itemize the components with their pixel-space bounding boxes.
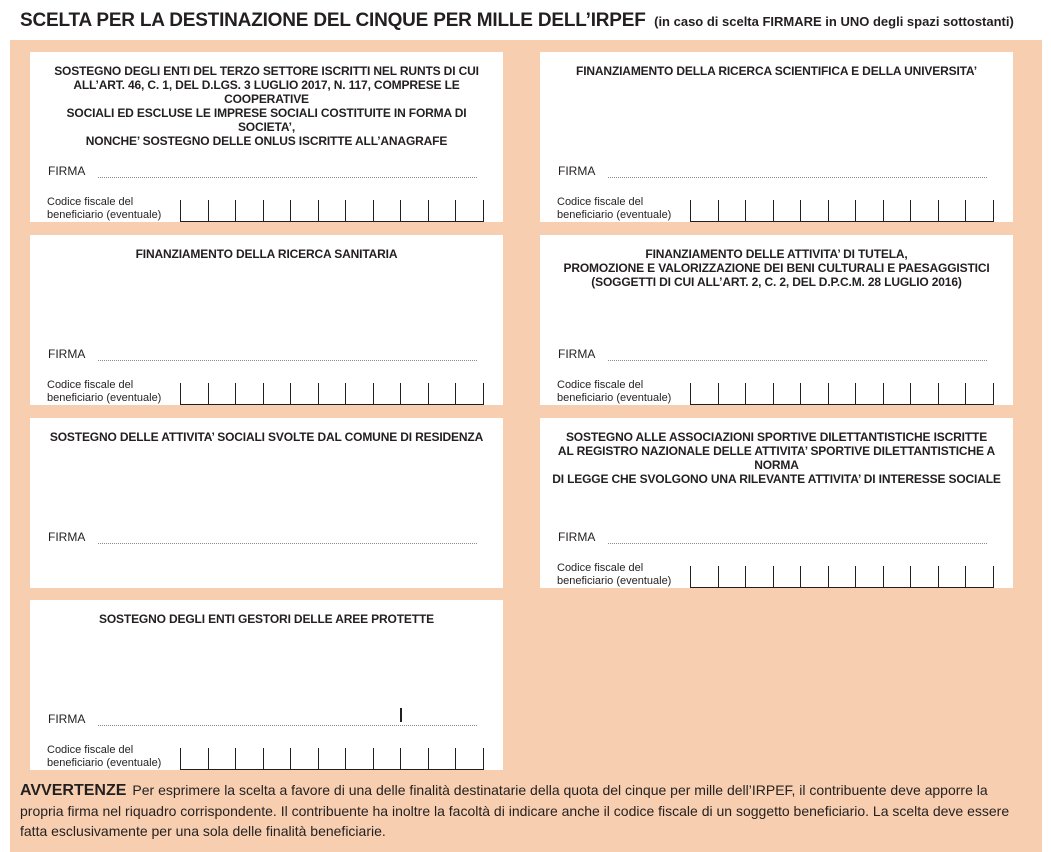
cf-digit-cell[interactable] xyxy=(208,748,236,769)
codice-fiscale-label: Codice fiscale del beneficiario (eventuale) xyxy=(47,196,162,221)
form-title: SCELTA PER LA DESTINAZIONE DEL CINQUE PER MILLE DELL’IRPEF xyxy=(20,10,646,31)
codice-fiscale-input[interactable] xyxy=(690,383,994,405)
cf-digit-cell[interactable] xyxy=(828,383,856,404)
codice-fiscale-input[interactable] xyxy=(180,200,484,222)
firma-label: FIRMA xyxy=(558,164,596,178)
box-title: FINANZIAMENTO DELLA RICERCA SCIENTIFICA E DELLA UNIVERSITA’ xyxy=(576,64,977,78)
cf-digit-cell[interactable] xyxy=(855,200,883,221)
box-title: SOSTEGNO ALLE ASSOCIAZIONI SPORTIVE DILETTANTISTICHE ISCRITTE AL REGISTRO NAZIONALE DELLE ATTIVITA’ SPORTIVE DILETTANTISTICHE A NORMA DI LEGGE CHE SVOLGONO UNA RILEVANTE ATTIVITA’ DI INTERESSE SOCIALE xyxy=(552,430,1001,486)
codice-fiscale-input[interactable] xyxy=(690,566,994,588)
signature-field[interactable] xyxy=(98,725,477,726)
cf-digit-cell[interactable] xyxy=(855,566,883,587)
firma-label: FIRMA xyxy=(48,164,86,178)
cf-digit-cell[interactable] xyxy=(180,383,208,404)
codice-fiscale-label: Codice fiscale del beneficiario (eventuale) xyxy=(557,379,672,404)
box-comune-residenza xyxy=(30,418,503,588)
cf-digit-cell[interactable] xyxy=(263,383,291,404)
signature-field[interactable] xyxy=(98,177,477,178)
cf-digit-cell[interactable] xyxy=(938,383,966,404)
cf-digit-cell[interactable] xyxy=(208,200,236,221)
cf-digit-cell[interactable] xyxy=(400,383,428,404)
cf-digit-cell[interactable] xyxy=(828,200,856,221)
cf-digit-cell[interactable] xyxy=(910,200,938,221)
cf-digit-cell[interactable] xyxy=(938,566,966,587)
cf-digit-cell[interactable] xyxy=(690,200,718,221)
cf-digit-cell[interactable] xyxy=(800,566,828,587)
cf-digit-cell[interactable] xyxy=(290,383,318,404)
cf-digit-cell[interactable] xyxy=(745,200,773,221)
warning-heading: AVVERTENZE xyxy=(20,782,127,799)
form-instruction: (in caso di scelta FIRMARE in UNO degli spazi sottostanti) xyxy=(654,14,1014,29)
firma-label: FIRMA xyxy=(48,530,86,544)
cf-digit-cell[interactable] xyxy=(965,566,994,587)
cf-digit-cell[interactable] xyxy=(373,748,401,769)
cf-digit-cell[interactable] xyxy=(883,383,911,404)
cf-digit-cell[interactable] xyxy=(773,566,801,587)
cf-digit-cell[interactable] xyxy=(718,200,746,221)
cf-digit-cell[interactable] xyxy=(773,383,801,404)
cf-digit-cell[interactable] xyxy=(965,383,994,404)
cf-digit-cell[interactable] xyxy=(800,200,828,221)
cf-digit-cell[interactable] xyxy=(290,200,318,221)
cf-digit-cell[interactable] xyxy=(263,748,291,769)
cf-digit-cell[interactable] xyxy=(318,383,346,404)
cf-digit-cell[interactable] xyxy=(400,200,428,221)
cf-digit-cell[interactable] xyxy=(428,200,456,221)
codice-fiscale-label: Codice fiscale del beneficiario (eventuale) xyxy=(557,196,672,221)
cf-digit-cell[interactable] xyxy=(290,748,318,769)
cf-digit-cell[interactable] xyxy=(773,200,801,221)
codice-fiscale-label: Codice fiscale del beneficiario (eventuale) xyxy=(47,744,162,769)
firma-label: FIRMA xyxy=(558,347,596,361)
signature-field[interactable] xyxy=(608,543,987,544)
cf-digit-cell[interactable] xyxy=(373,383,401,404)
cf-digit-cell[interactable] xyxy=(180,748,208,769)
cf-digit-cell[interactable] xyxy=(235,748,263,769)
cf-digit-cell[interactable] xyxy=(910,383,938,404)
box-associazioni-sportive xyxy=(540,418,1013,588)
cf-digit-cell[interactable] xyxy=(455,200,484,221)
cf-digit-cell[interactable] xyxy=(318,748,346,769)
cf-digit-cell[interactable] xyxy=(373,200,401,221)
box-title: SOSTEGNO DELLE ATTIVITA’ SOCIALI SVOLTE DAL COMUNE DI RESIDENZA xyxy=(49,430,484,444)
cf-digit-cell[interactable] xyxy=(910,566,938,587)
cf-digit-cell[interactable] xyxy=(235,383,263,404)
warning-text: Per esprimere la scelta a favore di una delle finalità destinatarie della quota del cinque per mille dell’IRPEF, il contribuente deve apporre la propria firma nel riquadro corrispondente. Il contribuente ha inoltre la facoltà di indicare anche il codice fiscale di un soggetto beneficiario. La scelta deve essere fatta esclusivamente per una sola delle finalità beneficiarie. xyxy=(20,782,1010,839)
cf-digit-cell[interactable] xyxy=(718,566,746,587)
cf-digit-cell[interactable] xyxy=(883,566,911,587)
box-terzo-settore xyxy=(30,52,503,222)
cf-digit-cell[interactable] xyxy=(428,383,456,404)
codice-fiscale-input[interactable] xyxy=(180,748,484,770)
cf-digit-cell[interactable] xyxy=(883,200,911,221)
cf-digit-cell[interactable] xyxy=(455,748,484,769)
cf-digit-cell[interactable] xyxy=(455,383,484,404)
box-title: SOSTEGNO DEGLI ENTI DEL TERZO SETTORE ISCRITTI NEL RUNTS DI CUI ALL’ART. 46, C. 1, DEL D.LGS. 3 LUGLIO 2017, N. 117, COMPRESE LE COOPERATIVE SOCIALI ED ESCLUSE LE IMPRESE SOCIALI COSTITUITE IN FORMA DI SOCIETA’, NONCHE’ SOSTEGNO DELLE ONLUS ISCRITTE ALL’ANAGRAFE xyxy=(54,64,479,148)
cf-digit-cell[interactable] xyxy=(208,383,236,404)
cf-digit-cell[interactable] xyxy=(345,383,373,404)
firma-label: FIRMA xyxy=(558,530,596,544)
cf-digit-cell[interactable] xyxy=(690,383,718,404)
page-title xyxy=(20,10,1040,32)
codice-fiscale-label: Codice fiscale del beneficiario (eventuale) xyxy=(47,379,162,404)
cf-digit-cell[interactable] xyxy=(938,200,966,221)
signature-field[interactable] xyxy=(98,360,477,361)
warning-note xyxy=(20,780,1035,841)
box-aree-protette xyxy=(30,600,503,770)
cf-digit-cell[interactable] xyxy=(345,200,373,221)
selection-panel xyxy=(10,40,1042,852)
cf-digit-cell[interactable] xyxy=(965,200,994,221)
firma-label: FIRMA xyxy=(48,347,86,361)
signature-field[interactable] xyxy=(98,543,477,544)
cf-digit-cell[interactable] xyxy=(235,200,263,221)
cf-digit-cell[interactable] xyxy=(345,748,373,769)
cf-digit-cell[interactable] xyxy=(718,383,746,404)
cf-digit-cell[interactable] xyxy=(800,383,828,404)
box-ricerca-sanitaria xyxy=(30,235,503,405)
cf-digit-cell[interactable] xyxy=(690,566,718,587)
cf-digit-cell[interactable] xyxy=(745,383,773,404)
cf-digit-cell[interactable] xyxy=(400,748,428,769)
codice-fiscale-label: Codice fiscale del beneficiario (eventuale) xyxy=(557,562,672,587)
cf-digit-cell[interactable] xyxy=(745,566,773,587)
cf-digit-cell[interactable] xyxy=(828,566,856,587)
box-ricerca-scientifica xyxy=(540,52,1013,222)
box-title: FINANZIAMENTO DELLE ATTIVITA’ DI TUTELA, PROMOZIONE E VALORIZZAZIONE DEI BENI CULTURALI E PAESAGGISTICI (SOGGETTI DI CUI ALL’ART. 2, C. 2, DEL D.P.C.M. 28 LUGLIO 2016) xyxy=(563,247,990,289)
cf-digit-cell[interactable] xyxy=(180,200,208,221)
cf-digit-cell[interactable] xyxy=(318,200,346,221)
cf-digit-cell[interactable] xyxy=(855,383,883,404)
box-title: FINANZIAMENTO DELLA RICERCA SANITARIA xyxy=(135,247,398,261)
cf-digit-cell[interactable] xyxy=(428,748,456,769)
box-title: SOSTEGNO DEGLI ENTI GESTORI DELLE AREE PROTETTE xyxy=(99,612,434,626)
codice-fiscale-input[interactable] xyxy=(690,200,994,222)
cursor-mark xyxy=(400,708,402,722)
box-beni-culturali xyxy=(540,235,1013,405)
codice-fiscale-input[interactable] xyxy=(180,383,484,405)
signature-field[interactable] xyxy=(608,360,987,361)
firma-label: FIRMA xyxy=(48,712,86,726)
signature-field[interactable] xyxy=(608,177,987,178)
cf-digit-cell[interactable] xyxy=(263,200,291,221)
